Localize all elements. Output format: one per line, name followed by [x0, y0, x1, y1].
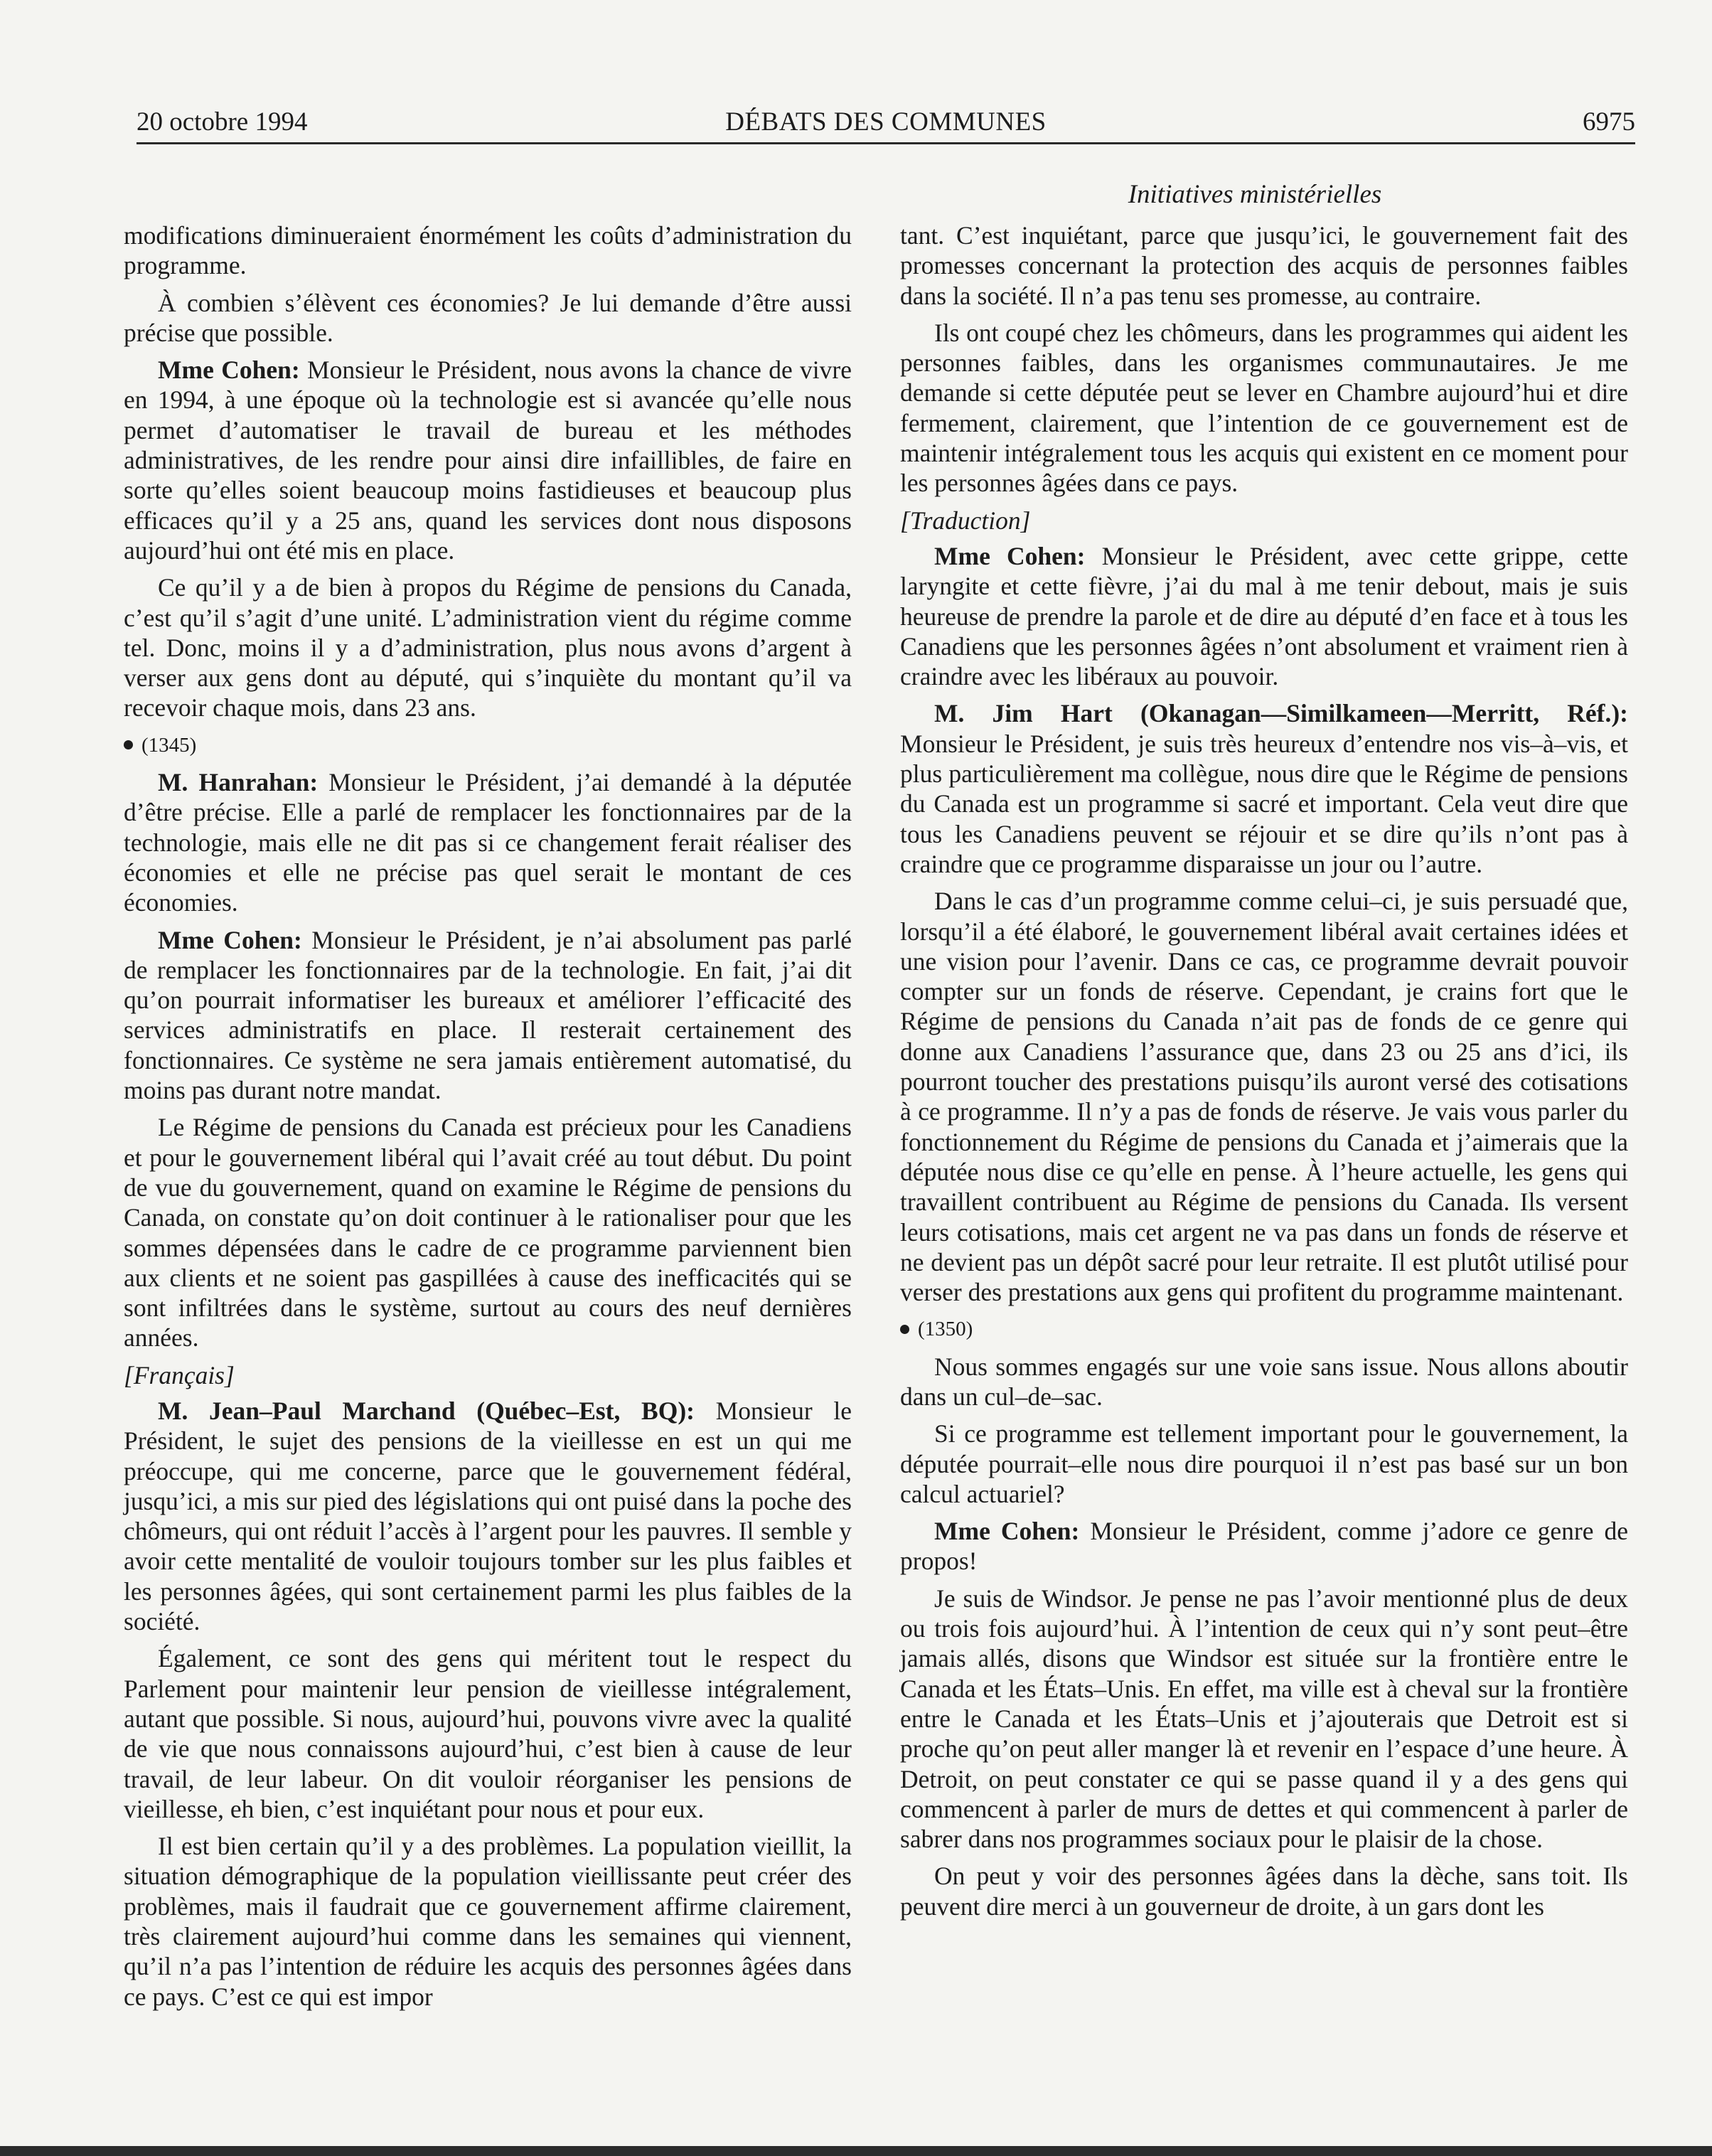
- speaker-name: M. Jim Hart (Okanagan—Similkameen—Merritt, Réf.):: [934, 699, 1628, 728]
- header-title: DÉBATS DES COMMUNES: [725, 107, 1047, 137]
- speech-text: Monsieur le Président, le sujet des pensions de la vieillesse en est un qui me préoccupe, qui me concerne, parce que le gouvernement fédéral, jusqu’ici, a mis sur pied des législations qui ont puisé dans la poche des chômeurs, qui ont réduit l’accès à l’argent pour les pauvres. Il semble y avoir cette mentalité de vouloir toujours tomber sur les plus faibles et les personnes âgées, qui sont certainement parmi les plus faibles de la société.: [124, 1396, 852, 1636]
- speech-paragraph: [124, 767, 852, 917]
- paragraph: Ils ont coupé chez les chômeurs, dans les programmes qui aident les personnes faibles, dans les organismes communautaires. Je me demande si cette députée peut se lever en Chambre aujourd’hui et dire fermement, clairement, que l’intention de ce gouvernement est de maintenir intégralement tous les acquis qui existent en ce moment pour les personnes âgées dans ce pays.: [900, 318, 1628, 498]
- speaker-name: Mme Cohen:: [934, 1517, 1080, 1546]
- paragraph: À combien s’élèvent ces économies? Je lui demande d’être aussi précise que possible.: [124, 288, 852, 347]
- paragraph: Si ce programme est tellement important pour le gouvernement, la députée pourrait–elle nous dire pourquoi il n’est pas basé sur un bon calcul actuariel?: [900, 1419, 1628, 1508]
- paragraph: Dans le cas d’un programme comme celui–ci, je suis persuadé que, lorsqu’il a été élaboré, le gouvernement libéral avait certaines idées et une vision pour l’avenir. Dans ce cas, ce programme devrait pouvoir compter sur un fonds de réserve. Cependant, je crains fort que le Régime de pensions du Canada n’ait pas de fonds de ce genre qui donne aux Canadiens l’assurance que, dans 23 ou 25 ans d’ici, ils pourront toucher des prestations puisqu’ils auront versé des cotisations à ce programme. Il n’y a pas de fonds de réserve. Je vais vous parler du fonctionnement du Régime de pensions du Canada et j’aimerais que la députée nous dise ce qu’elle en pense. À l’heure actuelle, les gens qui travaillent contribuent au Régime de pensions du Canada. Ils versent leurs cotisations, mais cet argent ne va pas dans un fonds de réserve et ne devient pas un dépôt sacré pour leur retraite. Il est plutôt utilisé pour verser des prestations aux gens qui profitent du programme maintenant.: [900, 887, 1628, 1307]
- page-header: [137, 107, 1635, 141]
- speech-paragraph: [900, 1516, 1628, 1576]
- speech-text: Monsieur le Président, je n’ai absolument pas parlé de remplacer les fonctionnaires par de la technologie. En fait, j’ai dit qu’on pourrait informatiser les bureaux et améliorer l’efficacité des services administratifs en place. Il resterait certainement des fonctionnaires. Ce système ne sera jamais entièrement automatisé, du moins pas durant notre mandat.: [124, 925, 852, 1105]
- paragraph: Il est bien certain qu’il y a des problèmes. La population vieillit, la situation démographique de la population vieillissante peut créer des problèmes, mais il faudrait que ce gouvernement affirme clairement, très clairement aujourd’hui comme dans les semaines qui viennent, qu’il n’a pas l’intention de réduire les acquis des personnes âgées dans ce pays. C’est ce qui est impor: [124, 1832, 852, 2011]
- speaker-name: Mme Cohen:: [158, 925, 302, 954]
- left-column: [124, 220, 852, 2019]
- paragraph: Nous sommes engagés sur une voie sans issue. Nous allons aboutir dans un cul–de–sac.: [900, 1352, 1628, 1411]
- speech-text: Monsieur le Président, nous avons la chance de vivre en 1994, à une époque où la technologie est si avancée qu’elle nous permet d’automatiser le travail de bureau et les méthodes administratives, de les rendre pour ainsi dire infaillibles, de faire en sorte qu’elles soient beaucoup moins fastidieuses et beaucoup plus efficaces qu’il y a 25 ans, quand les services dont nous disposons aujourd’hui ont été mis en place.: [124, 356, 852, 565]
- paragraph: Je suis de Windsor. Je pense ne pas l’avoir mentionné plus de deux ou trois fois aujourd’hui. À l’intention de ceux qui n’y sont peut–être jamais allés, disons que Windsor est située sur la frontière entre le Canada et les États–Unis. En effet, ma ville est à cheval sur la frontière entre le Canada et les États–Unis et j’ajouterais que Detroit est si proche qu’on peut aller manger là et revenir en l’espace d’une heure. À Detroit, on peut constater ce qui se passe quand il y a des gens qui commencent à parler de murs de dettes et qui commencent à parler de sabrer dans nos programmes sociaux pour le plaisir de la chose.: [900, 1584, 1628, 1854]
- paragraph: Également, ce sont des gens qui méritent tout le respect du Parlement pour maintenir leur pension de vieillesse intégralement, autant que possible. Si nous, aujourd’hui, pouvons vivre avec la qualité de vie que nous connaissons aujourd’hui, c’est bien à cause de leur travail, de leur labeur. On dit vouloir réorganiser les pensions de vieillesse, eh bien, c’est inquiétant pour nous et pour eux.: [124, 1644, 852, 1823]
- page-number: 6975: [1583, 107, 1635, 137]
- language-marker: [Français]: [124, 1360, 235, 1389]
- language-marker: [Traduction]: [900, 506, 1031, 535]
- speech-paragraph: [124, 355, 852, 565]
- speaker-name: M. Hanrahan:: [158, 768, 319, 797]
- timestamp-marker: [900, 1314, 1628, 1344]
- speech-text: Monsieur le Président, avec cette grippe, cette laryngite et cette fièvre, j’ai du mal à me tenir debout, mais je suis heureuse de prendre la parole et de dire au député d’en face et à tous les Canadiens que les personnes âgées n’ont absolument et vraiment rien à craindre avec les libéraux au pouvoir.: [900, 541, 1628, 691]
- speech-text: Monsieur le Président, comme j’adore ce genre de propos!: [900, 1517, 1628, 1576]
- speech-paragraph: [124, 925, 852, 1106]
- section-title: Initiatives ministérielles: [1128, 180, 1382, 209]
- header-date: 20 octobre 1994: [137, 107, 308, 137]
- header-rule: [137, 142, 1635, 144]
- speaker-name: M. Jean–Paul Marchand (Québec–Est, BQ):: [158, 1396, 695, 1425]
- speaker-name: Mme Cohen:: [934, 541, 1086, 570]
- speech-paragraph: [900, 541, 1628, 691]
- speech-text: Monsieur le Président, j’ai demandé à la députée d’être précise. Elle a parlé de remplacer les fonctionnaires par de la technologie, mais elle ne dit pas si ce changement ferait réaliser des économies et elle ne précise pas quel serait le montant de ces économies.: [124, 768, 852, 917]
- timestamp-text: (1350): [918, 1318, 973, 1341]
- continued-paragraph: modifications diminueraient énormément les coûts d’administration du programme.: [124, 221, 852, 280]
- continued-paragraph: tant. C’est inquiétant, parce que jusqu’ici, le gouvernement fait des promesses concernant la protection des acquis de personnes faibles dans la société. Il n’a pas tenu ses promesse, au contraire.: [900, 221, 1628, 310]
- timestamp-text: (1345): [141, 733, 197, 757]
- paragraph: Le Régime de pensions du Canada est précieux pour les Canadiens et pour le gouvernement libéral qui l’avait créé au tout début. Du point de vue du gouvernement, quand on examine le Régime de pensions du Canada, on constate qu’on doit continuer à le rationaliser pour que les sommes dépensées dans le cadre de ce programme parviennent bien aux clients et ne soient pas gaspillées à cause des inefficacités qui se sont infiltrées dans le système, surtout au cours des neuf dernières années.: [124, 1113, 852, 1352]
- speech-paragraph: [900, 698, 1628, 879]
- bullet-icon: [900, 1325, 909, 1334]
- paragraph: Ce qu’il y a de bien à propos du Régime de pensions du Canada, c’est qu’il s’agit d’une unité. L’administration vient du régime comme tel. Donc, moins il y a d’administration, plus nous avons d’argent à verser aux gens dont au député, qui s’inquiète du montant qu’il va recevoir chaque mois, dans 23 ans.: [124, 573, 852, 722]
- scan-edge: [0, 2146, 1712, 2156]
- bullet-icon: [124, 740, 133, 749]
- timestamp-marker: [124, 730, 852, 760]
- speech-paragraph: [124, 1396, 852, 1636]
- speech-text: Monsieur le Président, je suis très heureux d’entendre nos vis–à–vis, et plus particulièrement ma collègue, nous dire que le Régime de pensions du Canada est un programme si sacré et important. Cela veut dire que tous les Canadiens peuvent se réjouir et se dire qu’ils n’ont pas à craindre que ce programme disparaisse un jour ou l’autre.: [900, 729, 1628, 878]
- right-column: [900, 220, 1628, 1928]
- speaker-name: Mme Cohen:: [158, 356, 300, 385]
- paragraph: On peut y voir des personnes âgées dans la dèche, sans toit. Ils peuvent dire merci à un gouverneur de droite, à un gars dont les: [900, 1862, 1628, 1921]
